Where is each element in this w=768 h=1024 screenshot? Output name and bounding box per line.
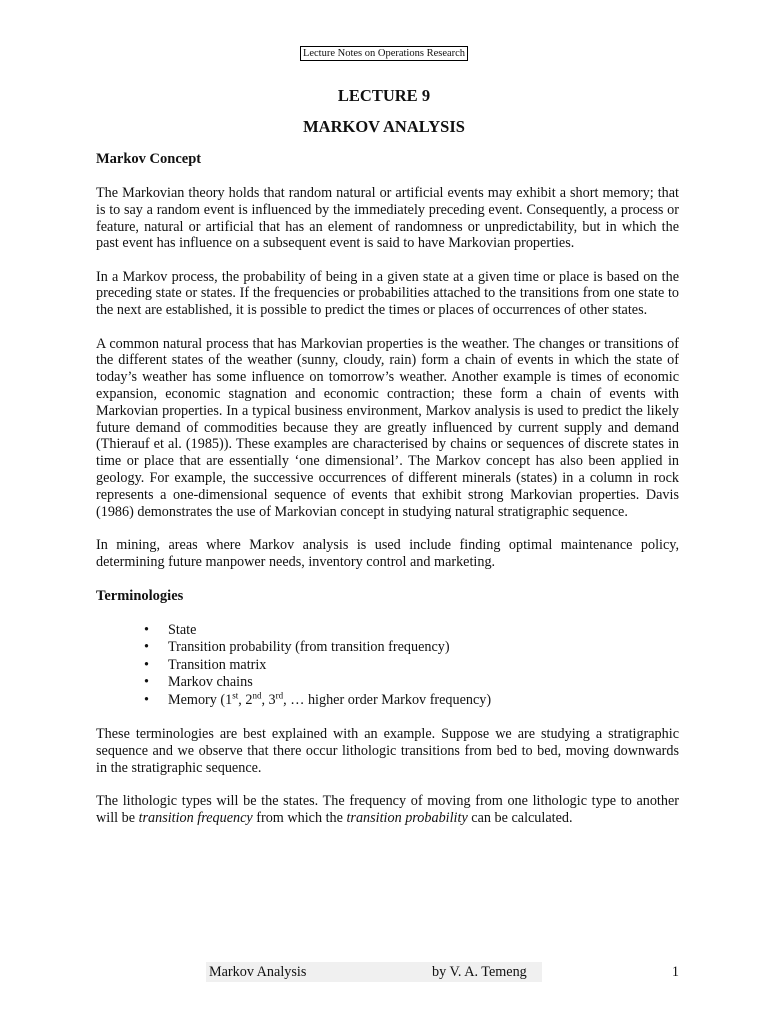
list-item-label: State: [168, 621, 197, 638]
list-item: [144, 674, 679, 692]
list-item-label: Markov chains: [168, 674, 253, 691]
bullet-icon: •: [144, 691, 149, 708]
list-item-label: Transition probability (from transition frequency): [168, 639, 450, 656]
page-number: 1: [671, 964, 679, 980]
paragraph-markovian-theory: The Markovian theory holds that random natural or artificial events may exhibit a short memory; that is to say a random event is influenced by the immediately preceding event. Consequently, a process or feature, natural or artificial that has an element of randomness or unpredictability, but in which the past event has influence on a subsequent event is said to have Markovian properties.: [96, 185, 679, 252]
bullet-icon: •: [144, 621, 149, 638]
section-heading-terminologies: Terminologies: [96, 587, 184, 604]
paragraph-weather-example: A common natural process that has Markovian properties is the weather. The changes or transitions of the different states of the weather (sunny, cloudy, rain) form a chain of events in which the state of today’s weather has some influence on tomorrow’s weather. Another example is times of economic expansion, economic stagnation and economic contraction; these form a chain of events with Markovian properties. In a typical business environment, Markov analysis is used to predict the likely future demand of commodities because they are greatly influenced by current supply and demand (Thierauf et al. (1985)). These examples are characterised by chains or sequences of discrete states in time or place that are essentially ‘one dimensional’. The Markov concept has also been applied in geology. For example, the successive occurrences of different minerals (states) in a column in rock represents a one-dimensional sequence of events that exhibit strong Markovian properties. Davis (1986) demonstrates the use of Markovian concept in studying natural stratigraphic sequence.: [96, 335, 679, 520]
terminology-list: [96, 622, 679, 710]
paragraph-lithologic-types: The lithologic types will be the states. The frequency of moving from one lithologic type to another will be transition frequency from which the transition probability can be calculated.: [96, 792, 679, 826]
bullet-icon: •: [144, 656, 149, 673]
lecture-number: LECTURE 9: [337, 86, 431, 105]
paragraph-markov-process: In a Markov process, the probability of being in a given state at a given time or place is based on the preceding state or states. If the frequencies or probabilities attached to the transitions from one state to the next are established, it is possible to predict the times or places of occurrences of other states.: [96, 268, 679, 319]
body-content: [96, 150, 679, 843]
list-item-label: Transition matrix: [168, 656, 267, 673]
paragraph-example-intro: These terminologies are best explained with an example. Suppose we are studying a stratigraphic sequence and we observe that there occur lithologic transitions from bed to bed, moving downwards in the stratigraphic sequence.: [96, 725, 679, 776]
list-item: [144, 692, 679, 710]
list-item: [144, 657, 679, 675]
running-header: [0, 43, 768, 61]
bullet-icon: •: [144, 674, 149, 691]
list-item: [144, 622, 679, 640]
list-item: [144, 639, 679, 657]
footer-author: by V. A. Temeng: [432, 964, 527, 980]
footer-title: Markov Analysis: [209, 964, 307, 980]
page-footer: [206, 962, 679, 982]
lecture-title: MARKOV ANALYSIS: [303, 117, 465, 136]
bullet-icon: •: [144, 639, 149, 656]
list-item-label: Memory (1st, 2nd, 3rd, … higher order Markov frequency): [168, 690, 492, 708]
section-heading-markov-concept: Markov Concept: [96, 151, 202, 167]
paragraph-mining-applications: In mining, areas where Markov analysis is used include finding optimal maintenance policy, determining future manpower needs, inventory control and marketing.: [96, 536, 679, 570]
running-header-title: Lecture Notes on Operations Research: [300, 46, 468, 61]
